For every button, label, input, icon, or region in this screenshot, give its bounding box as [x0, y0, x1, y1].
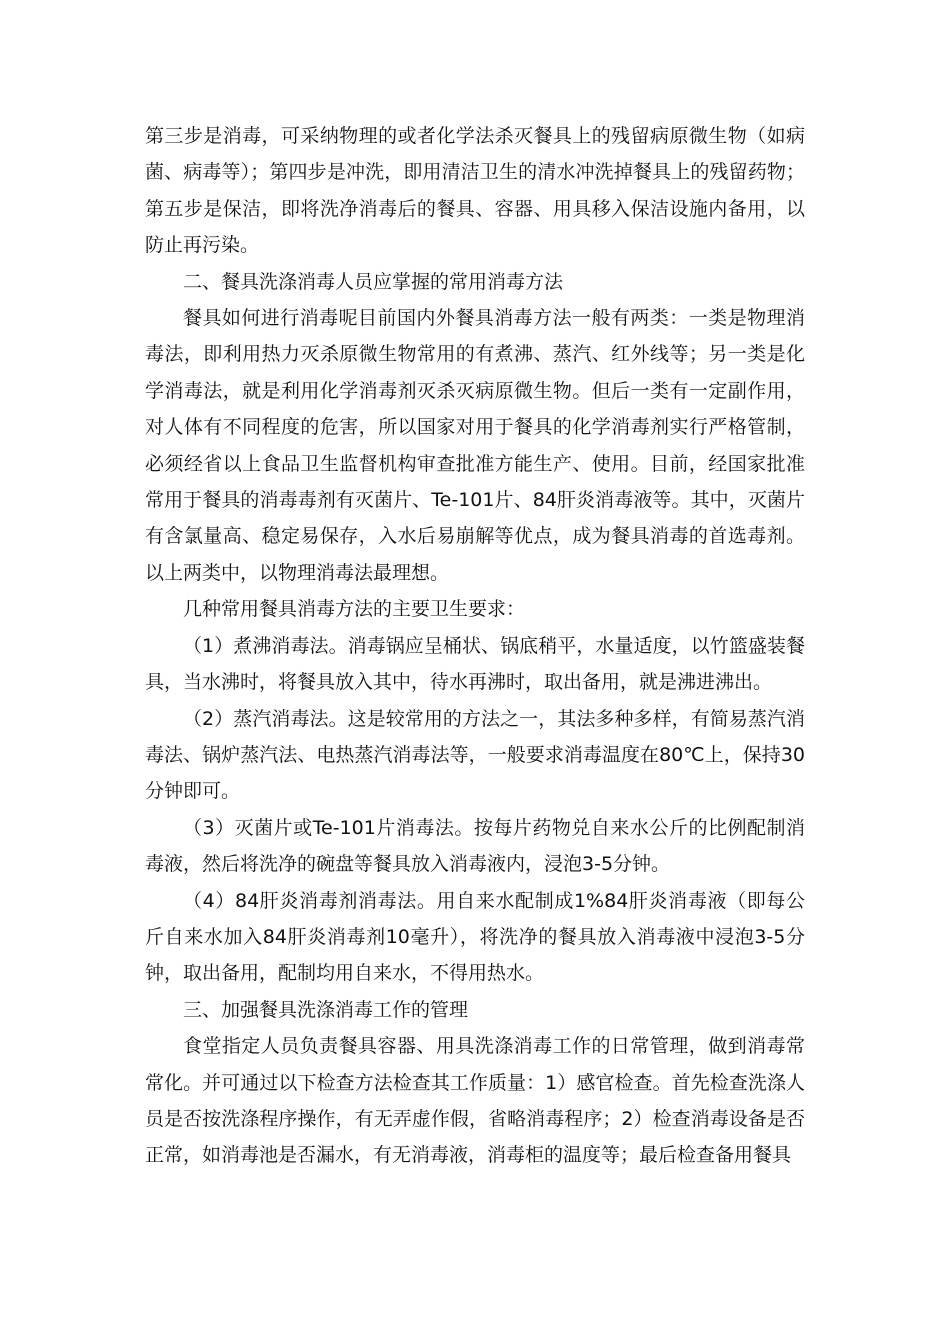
paragraph-boiling-method: （1）煮沸消毒法。消毒锅应呈桶状、锅底稍平，水量适度，以竹篮盛装餐具，当水沸时，将餐具放入其中，待水再沸时，取出备用，就是沸进沸出。 — [145, 634, 805, 694]
paragraph-steam-method: （2）蒸汽消毒法。这是较常用的方法之一，其法多种多样，有简易蒸汽消毒法、锅炉蒸汽法、电热蒸汽消毒法等，一般要求消毒温度在80℃上，保持30分钟即可。 — [145, 707, 805, 803]
paragraph-tablet-method: （3）灭菌片或Te-101片消毒法。按每片药物兑自来水公斤的比例配制消毒液，然后将洗净的碗盘等餐具放入消毒液内，浸泡3-5分钟。 — [145, 816, 805, 876]
section-heading-common-methods: 二、餐具洗涤消毒人员应掌握的常用消毒方法 — [183, 270, 564, 293]
paragraph-disinfection-overview: 餐具如何进行消毒呢目前国内外餐具消毒方法一般有两类：一类是物理消毒法，即利用热力灭杀原微生物常用的有煮沸、蒸汽、红外线等；另一类是化学消毒法，就是利用化学消毒剂灭杀灭病原微生物。但后一类有一定副作用，对人体有不同程度的危害，所以国家对用于餐具的化学消毒剂实行严格管制，必须经省以上食品卫生监督机构审查批准方能生产、使用。目前，经国家批准常用于餐具的消毒毒剂有灭菌片、Te-101片、84肝炎消毒液等。其中，灭菌片有含氯量高、稳定易保存，入水后易崩解等优点，成为餐具消毒的首选毒剂。以上两类中，以物理消毒法最理想。 — [145, 307, 805, 584]
section-heading-management: 三、加强餐具洗涤消毒工作的管理 — [183, 998, 469, 1021]
document-page — [145, 118, 805, 1174]
paragraph-hygiene-requirements-intro: 几种常用餐具消毒方法的主要卫生要求： — [183, 598, 526, 621]
paragraph-step-three-disinfection: 第三步是消毒，可采纳物理的或者化学法杀灭餐具上的残留病原微生物（如病菌、病毒等）；第四步是冲洗，即用清洁卫生的清水冲洗掉餐具上的残留药物；第五步是保洁，即将洗净消毒后的餐具、容器、用具移入保洁设施内备用，以防止再污染。 — [145, 125, 805, 257]
paragraph-management-inspection: 食堂指定人员负责餐具容器、用具洗涤消毒工作的日常管理，做到消毒常常化。并可通过以下检查方法检查其工作质量：1）感官检查。首先检查洗涤人员是否按洗涤程序操作，有无弄虚作假，省略消毒程序；2）检查消毒设备是否正常，如消毒池是否漏水，有无消毒液，消毒柜的温度等；最后检查备用餐具 — [145, 1035, 805, 1167]
paragraph-84-disinfectant-method: （4）84肝炎消毒剂消毒法。用自来水配制成1%84肝炎消毒液（即每公斤自来水加入84肝炎消毒剂10毫升），将洗净的餐具放入消毒液中浸泡3-5分钟，取出备用，配制均用自来水，不得用热水。 — [145, 889, 805, 985]
